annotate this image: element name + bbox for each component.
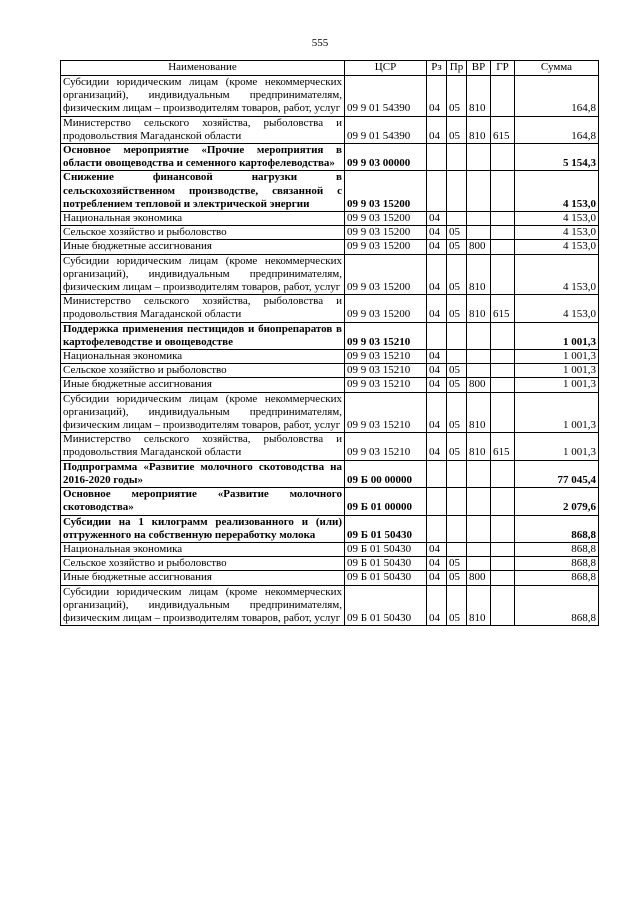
row-vr (467, 488, 491, 515)
row-pr: 05 (447, 254, 467, 295)
row-sum: 1 001,3 (515, 364, 599, 378)
header-name: Наименование (61, 61, 345, 76)
header-sum: Сумма (515, 61, 599, 76)
row-csr: 09 Б 01 50430 (345, 542, 427, 556)
row-rz: 04 (427, 254, 447, 295)
table-row (61, 585, 599, 626)
row-name: Иные бюджетные ассигнования (61, 571, 345, 585)
row-sum: 77 045,4 (515, 460, 599, 487)
row-csr: 09 9 03 15200 (345, 240, 427, 254)
row-gr (491, 378, 515, 392)
row-csr: 09 Б 00 00000 (345, 460, 427, 487)
row-rz: 04 (427, 240, 447, 254)
row-gr (491, 212, 515, 226)
row-rz: 04 (427, 433, 447, 460)
row-name: Подпрограмма «Развитие молочного скотоводства на 2016-2020 годы» (61, 460, 345, 487)
table-row (61, 571, 599, 585)
table-row (61, 515, 599, 542)
row-sum: 1 001,3 (515, 433, 599, 460)
row-rz (427, 515, 447, 542)
table-row (61, 542, 599, 556)
row-gr: 615 (491, 116, 515, 143)
row-name: Снижение финансовой нагрузки в сельскохозяйственном производстве, связанной с потреблением тепловой и электрической энергии (61, 171, 345, 212)
row-sum: 868,8 (515, 585, 599, 626)
row-pr: 05 (447, 295, 467, 322)
row-sum: 868,8 (515, 542, 599, 556)
row-sum: 164,8 (515, 116, 599, 143)
table-row (61, 254, 599, 295)
row-name: Субсидии юридическим лицам (кроме некоммерческих организаций), индивидуальным предпринимателям, физическим лицам – производителям товаров, работ, услуг (61, 585, 345, 626)
row-rz: 04 (427, 585, 447, 626)
row-csr: 09 9 03 15210 (345, 322, 427, 349)
row-rz: 04 (427, 378, 447, 392)
row-csr: 09 9 03 15200 (345, 212, 427, 226)
row-vr (467, 542, 491, 556)
row-name: Иные бюджетные ассигнования (61, 240, 345, 254)
row-rz: 04 (427, 571, 447, 585)
row-name: Субсидии юридическим лицам (кроме некоммерческих организаций), индивидуальным предпринимателям, физическим лицам – производителям товаров, работ, услуг (61, 76, 345, 117)
row-name: Поддержка применения пестицидов и биопрепаратов в картофелеводстве и овощеводстве (61, 322, 345, 349)
table-row (61, 240, 599, 254)
row-rz: 04 (427, 392, 447, 433)
row-vr (467, 226, 491, 240)
row-gr: 615 (491, 295, 515, 322)
table-row (61, 392, 599, 433)
row-pr: 05 (447, 571, 467, 585)
row-gr (491, 144, 515, 171)
row-name: Основное мероприятие «Развитие молочного скотоводства» (61, 488, 345, 515)
row-vr (467, 212, 491, 226)
table-row (61, 378, 599, 392)
row-sum: 1 001,3 (515, 378, 599, 392)
row-pr: 05 (447, 585, 467, 626)
row-vr: 810 (467, 585, 491, 626)
row-rz (427, 144, 447, 171)
table-row (61, 212, 599, 226)
row-pr: 05 (447, 392, 467, 433)
row-vr: 810 (467, 295, 491, 322)
row-pr: 05 (447, 240, 467, 254)
header-gr: ГР (491, 61, 515, 76)
row-pr: 05 (447, 433, 467, 460)
row-gr (491, 226, 515, 240)
table-row (61, 488, 599, 515)
budget-table (60, 60, 599, 626)
header-csr: ЦСР (345, 61, 427, 76)
header-vr: ВР (467, 61, 491, 76)
row-gr (491, 460, 515, 487)
table-row (61, 433, 599, 460)
row-csr: 09 9 03 15210 (345, 350, 427, 364)
row-name: Основное мероприятие «Прочие мероприятия в области овощеводства и семенного картофелеводства» (61, 144, 345, 171)
row-pr: 05 (447, 226, 467, 240)
row-csr: 09 9 03 15210 (345, 433, 427, 460)
row-gr (491, 76, 515, 117)
row-gr (491, 557, 515, 571)
row-csr: 09 9 03 00000 (345, 144, 427, 171)
row-rz: 04 (427, 116, 447, 143)
row-vr: 810 (467, 76, 491, 117)
row-csr: 09 9 03 15210 (345, 378, 427, 392)
row-pr (447, 542, 467, 556)
table-row (61, 322, 599, 349)
row-csr: 09 9 01 54390 (345, 76, 427, 117)
row-csr: 09 Б 01 00000 (345, 488, 427, 515)
row-pr (447, 144, 467, 171)
row-name: Национальная экономика (61, 350, 345, 364)
row-pr (447, 350, 467, 364)
row-csr: 09 9 03 15200 (345, 171, 427, 212)
row-gr (491, 350, 515, 364)
row-rz: 04 (427, 212, 447, 226)
row-vr (467, 515, 491, 542)
row-name: Министерство сельского хозяйства, рыболовства и продовольствия Магаданской области (61, 295, 345, 322)
table-row (61, 226, 599, 240)
row-vr: 810 (467, 392, 491, 433)
row-gr: 615 (491, 433, 515, 460)
row-csr: 09 9 03 15200 (345, 295, 427, 322)
row-vr (467, 171, 491, 212)
row-vr (467, 557, 491, 571)
page-number: 555 (311, 37, 329, 49)
row-rz: 04 (427, 295, 447, 322)
row-vr (467, 460, 491, 487)
row-rz (427, 488, 447, 515)
row-gr (491, 571, 515, 585)
row-csr: 09 Б 01 50430 (345, 557, 427, 571)
row-rz: 04 (427, 76, 447, 117)
row-rz (427, 171, 447, 212)
row-pr (447, 460, 467, 487)
table-row (61, 76, 599, 117)
row-gr (491, 364, 515, 378)
row-name: Иные бюджетные ассигнования (61, 378, 345, 392)
row-pr (447, 322, 467, 349)
row-pr: 05 (447, 557, 467, 571)
row-name: Субсидии юридическим лицам (кроме некоммерческих организаций), индивидуальным предпринимателям, физическим лицам – производителям товаров, работ, услуг (61, 254, 345, 295)
row-vr (467, 364, 491, 378)
row-pr (447, 515, 467, 542)
row-name: Министерство сельского хозяйства, рыболовства и продовольствия Магаданской области (61, 116, 345, 143)
row-pr: 05 (447, 378, 467, 392)
row-name: Национальная экономика (61, 542, 345, 556)
row-csr: 09 Б 01 50430 (345, 571, 427, 585)
row-gr (491, 488, 515, 515)
row-sum: 868,8 (515, 515, 599, 542)
row-gr (491, 240, 515, 254)
row-vr: 810 (467, 254, 491, 295)
row-name: Национальная экономика (61, 212, 345, 226)
row-rz: 04 (427, 226, 447, 240)
row-pr (447, 171, 467, 212)
row-vr (467, 144, 491, 171)
row-rz: 04 (427, 350, 447, 364)
row-sum: 868,8 (515, 557, 599, 571)
row-csr: 09 9 03 15210 (345, 392, 427, 433)
table-row (61, 171, 599, 212)
header-pr: Пр (447, 61, 467, 76)
row-gr (491, 542, 515, 556)
table-row (61, 350, 599, 364)
row-gr (491, 585, 515, 626)
row-pr: 05 (447, 364, 467, 378)
row-vr: 800 (467, 378, 491, 392)
row-csr: 09 9 03 15210 (345, 364, 427, 378)
row-name: Субсидии на 1 килограмм реализованного и (или) отгруженного на собственную переработку молока (61, 515, 345, 542)
row-sum: 4 153,0 (515, 295, 599, 322)
table-row (61, 144, 599, 171)
table-body (61, 76, 599, 626)
row-gr (491, 254, 515, 295)
row-sum: 1 001,3 (515, 392, 599, 433)
row-sum: 868,8 (515, 571, 599, 585)
row-vr (467, 322, 491, 349)
row-sum: 4 153,0 (515, 171, 599, 212)
row-vr: 800 (467, 571, 491, 585)
row-csr: 09 Б 01 50430 (345, 585, 427, 626)
row-pr: 05 (447, 76, 467, 117)
table-row (61, 116, 599, 143)
row-name: Субсидии юридическим лицам (кроме некоммерческих организаций), индивидуальным предпринимателям, физическим лицам – производителям товаров, работ, услуг (61, 392, 345, 433)
row-name: Сельское хозяйство и рыболовство (61, 557, 345, 571)
row-gr (491, 322, 515, 349)
row-csr: 09 9 01 54390 (345, 116, 427, 143)
row-csr: 09 9 03 15200 (345, 226, 427, 240)
table-row (61, 364, 599, 378)
row-pr: 05 (447, 116, 467, 143)
row-sum: 4 153,0 (515, 212, 599, 226)
row-sum: 5 154,3 (515, 144, 599, 171)
row-rz: 04 (427, 364, 447, 378)
row-name: Сельское хозяйство и рыболовство (61, 226, 345, 240)
row-rz (427, 322, 447, 349)
table-row (61, 460, 599, 487)
row-vr: 810 (467, 433, 491, 460)
row-pr (447, 488, 467, 515)
header-rz: Рз (427, 61, 447, 76)
table-row (61, 295, 599, 322)
table-row (61, 557, 599, 571)
row-vr (467, 350, 491, 364)
row-sum: 4 153,0 (515, 254, 599, 295)
row-gr (491, 171, 515, 212)
row-sum: 4 153,0 (515, 240, 599, 254)
row-sum: 2 079,6 (515, 488, 599, 515)
table-header-row (61, 61, 599, 76)
row-rz: 04 (427, 557, 447, 571)
row-csr: 09 Б 01 50430 (345, 515, 427, 542)
row-vr: 800 (467, 240, 491, 254)
row-name: Сельское хозяйство и рыболовство (61, 364, 345, 378)
row-pr (447, 212, 467, 226)
row-sum: 4 153,0 (515, 226, 599, 240)
row-csr: 09 9 03 15200 (345, 254, 427, 295)
row-gr (491, 392, 515, 433)
row-sum: 164,8 (515, 76, 599, 117)
row-sum: 1 001,3 (515, 322, 599, 349)
row-rz: 04 (427, 542, 447, 556)
row-rz (427, 460, 447, 487)
row-sum: 1 001,3 (515, 350, 599, 364)
row-gr (491, 515, 515, 542)
row-name: Министерство сельского хозяйства, рыболовства и продовольствия Магаданской области (61, 433, 345, 460)
row-vr: 810 (467, 116, 491, 143)
